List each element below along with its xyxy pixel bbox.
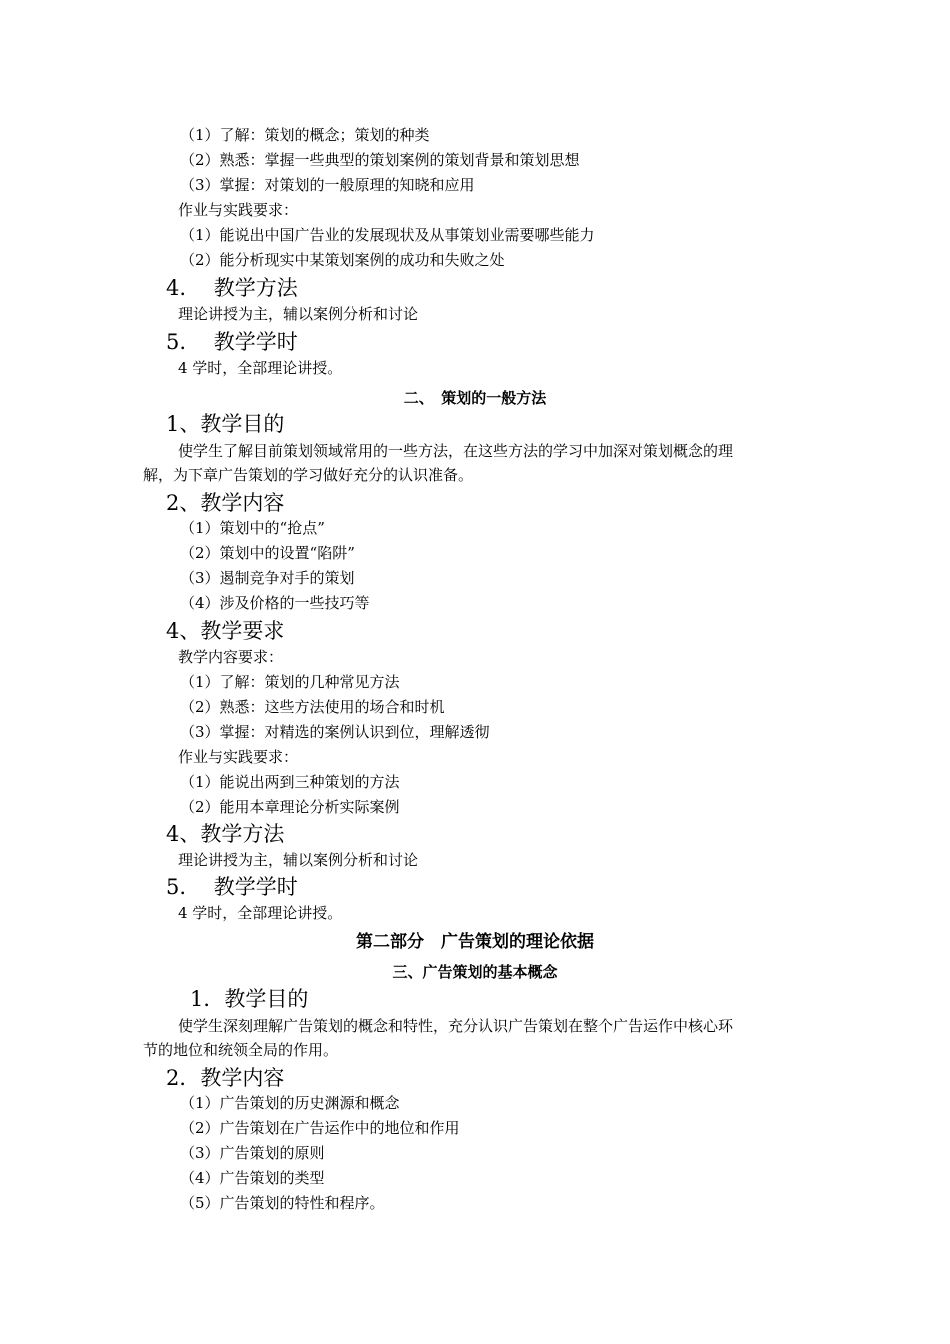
section-heading: 2、教学内容: [166, 491, 285, 515]
list-item: （1）能说出中国广告业的发展现状及从事策划业需要哪些能力: [180, 226, 595, 244]
list-item: （2）广告策划在广告运作中的地位和作用: [180, 1119, 460, 1137]
section-heading: 4、教学方法: [166, 822, 285, 846]
subsection-label: 教学内容要求：: [178, 648, 284, 666]
paragraph: 节的地位和统领全局的作用。: [143, 1041, 339, 1059]
paragraph: 4 学时，全部理论讲授。: [178, 359, 343, 377]
list-item: （2）熟悉：这些方法使用的场合和时机: [180, 698, 445, 716]
list-item: （1）广告策划的历史渊源和概念: [180, 1094, 400, 1112]
list-item: （3）遏制竞争对手的策划: [180, 569, 355, 587]
paragraph: 使学生深刻理解广告策划的概念和特性，充分认识广告策划在整个广告运作中核心环: [178, 1017, 734, 1035]
paragraph: 4 学时，全部理论讲授。: [178, 904, 343, 922]
section-heading: 4、教学要求: [166, 619, 285, 643]
part-title: 第二部分 广告策划的理论依据: [356, 932, 594, 952]
paragraph: 使学生了解目前策划领域常用的一些方法，在这些方法的学习中加深对策划概念的理: [178, 442, 734, 460]
subsection-label: 作业与实践要求：: [178, 201, 299, 219]
list-item: （2）能用本章理论分析实际案例: [180, 798, 400, 816]
list-item: （1）策划中的“抢点”: [180, 519, 325, 537]
list-item: （3）广告策划的原则: [180, 1144, 325, 1162]
section-heading: 2．教学内容: [166, 1066, 285, 1090]
list-item: （2）能分析现实中某策划案例的成功和失败之处: [180, 251, 505, 269]
paragraph: 理论讲授为主，辅以案例分析和讨论: [178, 851, 419, 869]
paragraph: 解，为下章广告策划的学习做好充分的认识准备。: [143, 466, 474, 484]
list-item: （1）了解：策划的概念；策划的种类: [180, 126, 430, 144]
list-item: （2）策划中的设置“陷阱”: [180, 544, 355, 562]
list-item: （1）了解：策划的几种常见方法: [180, 673, 400, 691]
section-heading: 1．教学目的: [190, 987, 309, 1011]
chapter-title: 二、 策划的一般方法: [403, 389, 547, 407]
list-item: （1）能说出两到三种策划的方法: [180, 773, 400, 791]
list-item: （2）熟悉：掌握一些典型的策划案例的策划背景和策划思想: [180, 151, 580, 169]
section-heading: 4. 教学方法: [166, 276, 298, 300]
list-item: （5）广告策划的特性和程序。: [180, 1194, 385, 1212]
subsection-label: 作业与实践要求：: [178, 748, 299, 766]
section-heading: 1、教学目的: [166, 412, 285, 436]
list-item: （4）广告策划的类型: [180, 1169, 325, 1187]
section-heading: 5. 教学学时: [166, 330, 298, 354]
paragraph: 理论讲授为主，辅以案例分析和讨论: [178, 305, 419, 323]
section-heading: 5. 教学学时: [166, 875, 298, 899]
chapter-title: 三、广告策划的基本概念: [392, 963, 558, 981]
list-item: （3）掌握：对策划的一般原理的知晓和应用: [180, 176, 475, 194]
list-item: （3）掌握：对精选的案例认识到位，理解透彻: [180, 723, 490, 741]
list-item: （4）涉及价格的一些技巧等: [180, 594, 370, 612]
